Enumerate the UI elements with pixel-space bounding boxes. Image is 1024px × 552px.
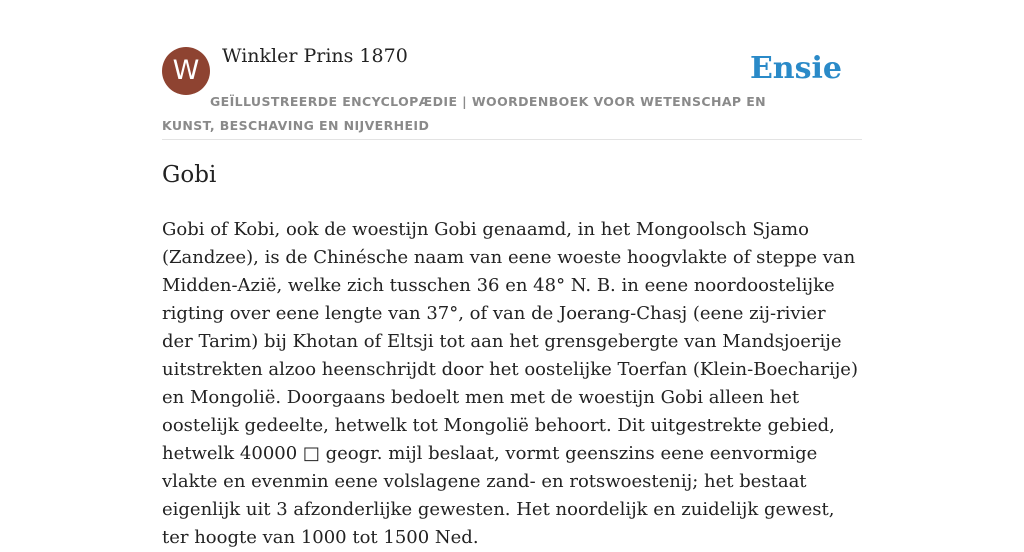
header-divider (162, 139, 862, 140)
page-title: Gobi (162, 162, 217, 188)
avatar[interactable]: W (162, 47, 210, 95)
source-subtitle: GEÏLLUSTREERDE ENCYCLOPÆDIE | WOORDENBOEK VOOR WETENSCHAP EN KUNST, BESCHAVING EN NIJVERHEID (162, 94, 767, 133)
source-title[interactable]: Winkler Prins 1870 (222, 45, 408, 67)
brand-logo[interactable]: Ensie (749, 51, 842, 86)
article-body: Gobi of Kobi, ook de woestijn Gobi genaamd, in het Mongoolsch Sjamo (Zandzee), is de Chinésche naam van eene woeste hoogvlakte of steppe van Midden-Azië, welke zich tusschen 36 en 48° N. B. in eene noordoostelijke rigting over eene lengte van 37°, of van de Joerang-Chasj (eene zij-rivier der Tarim) bij Khotan of Eltsji tot aan het grensgebergte van Mandsjoerije uitstrekten alzoo heenschrijdt door het oostelijke Toerfan (Klein-Boecharije) en Mongolië. Doorgaans bedoelt men met de woestijn Gobi alleen het oostelijk gedeelte, hetwelk tot Mongolië behoort. Dit uitgestrekte gebied, hetwelk 40000 □ geogr. mijl beslaat, vormt geenszins eene eenvormige vlakte en evenmin eene volslagene zand- en rotswoestenij; het bestaat eigenlijk uit 3 afzonderlijke gewesten. Het noordelijk en zuidelijk gewest, ter hoogte van 1000 tot 1500 Ned. (162, 219, 858, 548)
